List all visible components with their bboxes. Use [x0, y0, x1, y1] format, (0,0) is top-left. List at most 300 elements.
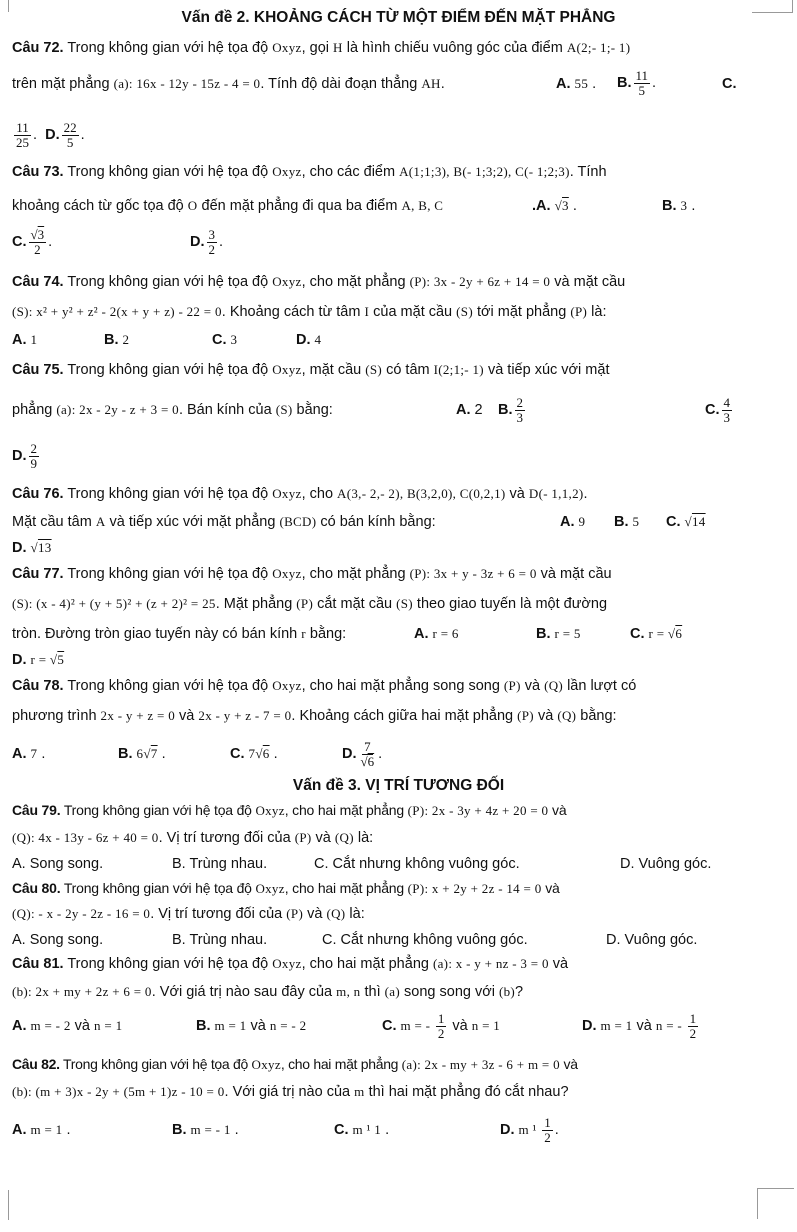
question-label: Câu 75.: [12, 362, 64, 378]
denominator: √6: [360, 753, 375, 769]
math: Oxyz: [272, 956, 302, 971]
option-value: √13: [30, 540, 52, 555]
option-label: C.: [722, 76, 737, 92]
question-80-line-2: [12, 904, 365, 924]
option-d[interactable]: [12, 650, 64, 670]
math: (P): 2x - 3y + 4z + 20 = 0: [407, 803, 549, 818]
text: , cho mặt phẳng: [301, 566, 410, 582]
fraction: [62, 121, 79, 150]
question-76-line-2: [12, 512, 436, 532]
question-label: Câu 81.: [12, 956, 64, 972]
question-77-line-1: [12, 564, 612, 584]
math: (P): [517, 708, 534, 723]
denominator: 9: [30, 455, 37, 471]
question-78-line-2: [12, 706, 617, 726]
option-b[interactable]: B. 6√7 .: [118, 746, 166, 762]
text: khoảng cách từ gốc tọa độ: [12, 198, 188, 214]
text: và: [533, 708, 558, 724]
text: lần lượt có: [563, 678, 637, 694]
question-label: Câu 72.: [12, 40, 64, 56]
option-label: B.: [104, 332, 119, 348]
option-d[interactable]: D. Vuông góc.: [606, 932, 698, 948]
math: n = 1: [94, 1018, 123, 1033]
math: (P): [294, 830, 312, 845]
option-d[interactable]: [12, 538, 52, 558]
option-label: C.: [630, 626, 645, 642]
radicand: 5: [57, 652, 65, 667]
option-c[interactable]: C. Cắt nhưng không vuông góc.: [314, 856, 520, 872]
math: r: [301, 626, 306, 641]
text: thì: [360, 984, 385, 1000]
text: có tâm: [382, 362, 434, 378]
text: . Tính độ dài đoạn thẳng: [260, 76, 422, 92]
math: (P): 3x + y - 3z + 6 = 0: [409, 566, 537, 581]
option-b[interactable]: [196, 1016, 306, 1036]
math: I(2;1;- 1): [433, 362, 484, 377]
text: theo giao tuyến là một đường: [412, 596, 608, 612]
option-c[interactable]: C. 7√6 .: [230, 746, 278, 762]
option-label: B.: [172, 1122, 187, 1138]
fraction: [14, 121, 31, 150]
text: Trong không gian với hệ tọa độ: [63, 274, 273, 290]
option-c-value[interactable]: $\frac{11}{25}$ . D. $\frac{22}{5}$ .: [16, 119, 85, 150]
question-label: Câu 82.: [12, 1056, 60, 1072]
numerator: √3: [30, 226, 45, 242]
math: Oxyz: [255, 803, 285, 818]
denominator: 3: [723, 409, 730, 425]
math: (P): [570, 304, 588, 319]
question-75-line-2: [12, 400, 333, 420]
math: (b): [498, 984, 516, 999]
math: 2x - y + z - 7 = 0: [198, 708, 292, 723]
math: (Q): 4x - 13y - 6z + 40 = 0: [12, 830, 159, 845]
option-b[interactable]: B. m = - 1 .: [172, 1122, 239, 1138]
math: n = 1: [471, 1018, 501, 1033]
numerator: 2: [516, 394, 523, 410]
text: và: [303, 906, 327, 922]
text: là:: [353, 830, 374, 846]
question-label: Câu 80.: [12, 880, 61, 896]
fraction: [722, 396, 733, 425]
text: . Mặt phẳng: [215, 596, 297, 612]
text: và: [632, 1018, 656, 1034]
option-value: m = - 1: [190, 1122, 231, 1137]
text: và tiếp xúc với mặt phẳng: [105, 514, 280, 530]
math: (Q): - x - 2y - 2z - 16 = 0: [12, 906, 151, 921]
numerator: 1: [544, 1114, 551, 1130]
radicand: 6: [675, 626, 683, 641]
math: A(1;1;3), B(- 1;3;2), C(- 1;2;3): [399, 164, 570, 179]
text: . Tính: [569, 164, 607, 180]
option-value: 5: [632, 514, 640, 529]
option-label: B.: [614, 514, 629, 530]
math: m ¹: [518, 1122, 541, 1137]
math: (b): 2x + my + 2z + 6 = 0: [12, 984, 152, 999]
option-d[interactable]: D. $\frac{3}{2}$ .: [190, 226, 224, 257]
question-81-line-1: [12, 954, 568, 974]
option-label: D.: [500, 1122, 515, 1138]
math: H: [333, 40, 343, 55]
text: thì hai mặt phẳng đó cắt nhau?: [364, 1084, 569, 1100]
option-c[interactable]: [382, 1006, 500, 1046]
text: phương trình: [12, 708, 101, 724]
text: , mặt cầu: [301, 362, 366, 378]
text: và: [520, 678, 545, 694]
option-c[interactable]: [666, 512, 706, 532]
text: đến mặt phẳng đi qua ba điểm: [197, 198, 402, 214]
math: Oxyz: [272, 486, 302, 501]
question-74-line-1: [12, 272, 625, 292]
math: AH: [421, 76, 441, 91]
math: (BCD): [279, 514, 317, 529]
radicand: 7: [150, 746, 158, 761]
option-value: m ¹ 1: [352, 1122, 382, 1137]
text: , cho hai mặt phẳng: [301, 956, 433, 972]
text: Trong không gian với hệ tọa độ: [59, 1056, 252, 1072]
math: Oxyz: [272, 274, 302, 289]
option-label: B.: [196, 1018, 211, 1034]
option-label: A.: [12, 746, 27, 762]
prefix: 7: [248, 746, 256, 761]
question-76-line-1: [12, 484, 588, 504]
option-c[interactable]: C. Cắt nhưng không vuông góc.: [322, 932, 528, 948]
option-label: A.: [12, 332, 27, 348]
option-d[interactable]: [296, 330, 321, 350]
math: A(3,- 2,- 2), B(3,2,0), C(0,2,1): [337, 486, 506, 501]
text: Trong không gian với hệ tọa độ: [63, 566, 273, 582]
fraction: [436, 1012, 447, 1041]
question-label: Câu 78.: [12, 678, 64, 694]
option-d[interactable]: D. $\frac{7}{√6}$ .: [342, 738, 383, 769]
math: (a): 2x - 2y - z + 3 = 0: [56, 402, 179, 417]
option-a[interactable]: A. Song song.: [12, 932, 104, 948]
text: là:: [587, 304, 607, 320]
question-label: Câu 74.: [12, 274, 64, 290]
corner-mark-bottom-left: [8, 1190, 15, 1220]
text: và: [246, 1018, 270, 1034]
fraction: [207, 228, 218, 257]
option-a[interactable]: [12, 330, 37, 350]
radicand: 13: [37, 540, 52, 555]
math: (P): x + 2y + 2z - 14 = 0: [407, 881, 542, 896]
question-77-line-3: [12, 624, 346, 644]
option-label: A.: [560, 514, 575, 530]
option-a[interactable]: A. Song song.: [12, 856, 104, 872]
text: .: [583, 486, 588, 502]
math: (P): [296, 596, 314, 611]
math: (Q): [334, 830, 354, 845]
math: (P): 3x - 2y + 6z + 14 = 0: [409, 274, 551, 289]
math: A: [95, 514, 106, 529]
text: Trong không gian với hệ tọa độ: [63, 486, 273, 502]
question-78-line-1: [12, 676, 636, 696]
math: (S): [396, 596, 413, 611]
option-d[interactable]: D. m ¹ $\frac{1}{2}$ .: [500, 1114, 559, 1145]
text: và tiếp xúc với mặt: [483, 362, 610, 378]
text: . Với giá trị nào của: [224, 1084, 355, 1100]
option-a[interactable]: [12, 1016, 122, 1036]
option-value: 3: [680, 198, 688, 213]
option-value: 2: [122, 332, 130, 347]
question-73-line-1: [12, 162, 607, 182]
text: tròn. Đường tròn giao tuyến này có bán kính: [12, 626, 302, 642]
option-b[interactable]: B. Trùng nhau.: [172, 932, 268, 948]
denominator: 2: [437, 1025, 445, 1041]
math: m = 1: [214, 1018, 247, 1033]
text: là hình chiếu vuông góc của điểm: [342, 40, 567, 56]
option-label: D.: [12, 540, 27, 556]
math: (Q): [557, 708, 577, 723]
option-value: m = 1: [30, 1122, 63, 1137]
math: (S): [456, 304, 473, 319]
math: A, B, C: [401, 198, 444, 213]
text: của mặt cầu: [369, 304, 457, 320]
question-label: Câu 73.: [12, 164, 64, 180]
math: (Q): [544, 678, 564, 693]
option-b[interactable]: [536, 624, 581, 644]
text: phẳng: [12, 402, 57, 418]
text: , cho hai mặt phẳng song song: [301, 678, 504, 694]
option-a[interactable]: [414, 624, 459, 644]
text: bằng:: [292, 402, 333, 418]
math: Oxyz: [272, 164, 302, 179]
section-heading: Vấn đề 3. VỊ TRÍ TƯƠNG ĐỐI: [292, 777, 505, 794]
text: và: [175, 708, 199, 724]
option-a[interactable]: A. 55 .: [556, 76, 597, 92]
option-value: r = 6: [432, 626, 459, 641]
option-a[interactable]: A. m = 1 .: [12, 1122, 71, 1138]
question-74-line-2: [12, 302, 606, 322]
question-79-line-2: [12, 828, 373, 848]
option-a[interactable]: A. 7 .: [12, 746, 46, 762]
option-label: B.: [498, 402, 513, 418]
option-label: C.: [705, 402, 720, 418]
text: Mặt cầu tâm: [12, 514, 96, 530]
numerator: 1: [437, 1010, 445, 1026]
radicand: 6: [367, 753, 375, 769]
option-label: B.: [617, 75, 632, 91]
option-value: 3: [230, 332, 238, 347]
question-80-line-1: [12, 878, 560, 899]
corner-mark-bottom-right: [757, 1188, 794, 1219]
question-77-line-2: [12, 594, 607, 614]
text: . Với giá trị nào sau đây của: [151, 984, 337, 1000]
text: . Bán kính của: [178, 402, 276, 418]
math: A(2;- 1;- 1): [566, 40, 631, 55]
option-c[interactable]: C. m ¹ 1 .: [334, 1122, 390, 1138]
fraction: [359, 740, 377, 769]
option-label: A.: [556, 76, 571, 92]
option-label: C.: [382, 1018, 397, 1034]
option-value: √14: [684, 514, 706, 529]
numerator: 2: [30, 440, 37, 456]
option-a[interactable]: [456, 400, 483, 420]
math: (S): [275, 402, 293, 417]
text: Trong không gian với hệ tọa độ: [60, 880, 256, 896]
text: và: [448, 1018, 472, 1034]
radicand: 14: [691, 514, 706, 529]
option-label: B.: [118, 746, 133, 762]
question-79-line-1: [12, 800, 566, 821]
option-label: D.: [190, 234, 205, 250]
denominator: 2: [544, 1129, 551, 1145]
option-c[interactable]: [722, 74, 737, 94]
math: (a): [384, 984, 400, 999]
option-d[interactable]: [12, 438, 41, 474]
math: Oxyz: [272, 362, 302, 377]
math: Oxyz: [255, 881, 285, 896]
question-82-line-2: [12, 1082, 569, 1102]
option-value: 9: [578, 514, 586, 529]
question-label: Câu 79.: [12, 802, 61, 818]
text: , cho mặt phẳng: [301, 274, 410, 290]
math: (a): 16x - 12y - 15z - 4 = 0: [113, 76, 261, 91]
option-value: √3: [554, 198, 569, 213]
option-d[interactable]: D. Vuông góc.: [620, 856, 712, 872]
option-label: D.: [296, 332, 311, 348]
text: Trong không gian với hệ tọa độ: [63, 40, 273, 56]
numerator: 22: [63, 119, 77, 135]
math: (P): [503, 678, 521, 693]
radicand: 3: [37, 226, 45, 242]
math: m = -: [400, 1018, 434, 1033]
fraction: [688, 1012, 699, 1041]
denominator: 5: [638, 82, 646, 98]
option-b[interactable]: [104, 330, 129, 350]
option-d[interactable]: [582, 1006, 700, 1046]
text: , cho hai mặt phẳng: [280, 1056, 402, 1072]
radicand: 3: [562, 198, 569, 213]
math: Oxyz: [251, 1057, 281, 1072]
text: , cho hai mặt phẳng: [284, 802, 408, 818]
option-label: D.: [12, 448, 27, 464]
math: (S): x² + y² + z² - 2(x + y + z) - 22 = 0: [12, 304, 222, 319]
option-b[interactable]: [614, 512, 639, 532]
numerator: 1: [689, 1010, 697, 1026]
text: , cho hai mặt phẳng: [284, 880, 408, 896]
text: Trong không gian với hệ tọa độ: [63, 362, 273, 378]
option-a[interactable]: .A. √3 .: [532, 198, 577, 214]
text: ?: [515, 984, 524, 1000]
text: và mặt cầu: [550, 274, 626, 290]
math: n = - 2: [269, 1018, 307, 1033]
option-value: 7√6: [248, 746, 270, 761]
text: trên mặt phẳng: [12, 76, 114, 92]
question-81-line-2: [12, 982, 523, 1002]
text: Trong không gian với hệ tọa độ: [63, 956, 273, 972]
numerator: 4: [723, 394, 730, 410]
text: .: [440, 76, 445, 92]
math: m = - 2: [30, 1018, 71, 1033]
text: và mặt cầu: [536, 566, 612, 582]
math: m = 1: [600, 1018, 633, 1033]
option-label: D.: [12, 652, 27, 668]
radicand: 6: [262, 746, 270, 761]
math: Oxyz: [272, 40, 302, 55]
option-value: 2: [474, 402, 483, 418]
text: Trong không gian với hệ tọa độ: [63, 678, 273, 694]
math: (P): [286, 906, 304, 921]
math: (S): (x - 4)² + (y + 5)² + (z + 2)² = 25: [12, 596, 216, 611]
fraction: [29, 228, 47, 257]
option-c[interactable]: C. $\frac{√3}{2}$ .: [12, 226, 53, 257]
denominator: 2: [208, 241, 215, 257]
text: . Khoảng cách giữa hai mặt phẳng: [291, 708, 518, 724]
prefix: r =: [30, 652, 50, 667]
math: Oxyz: [272, 678, 302, 693]
option-value: 6√7: [136, 746, 158, 761]
question-82-line-1: [12, 1054, 578, 1075]
text: và: [548, 956, 569, 972]
option-b[interactable]: [498, 392, 527, 428]
math: (S): [365, 362, 383, 377]
option-label: D.: [582, 1018, 597, 1034]
option-label: .A.: [532, 198, 551, 214]
option-c[interactable]: [212, 330, 237, 350]
numerator: 3: [208, 226, 215, 242]
math: (Q): [326, 906, 346, 921]
math: (b): (m + 3)x - 2y + (5m + 1)z - 10 = 0: [12, 1084, 225, 1099]
math: m: [354, 1084, 365, 1099]
denominator: 2: [689, 1025, 697, 1041]
text: và: [541, 880, 560, 896]
denominator: 5: [66, 134, 74, 150]
question-73-line-2: [12, 196, 443, 216]
denominator: 2: [34, 241, 41, 257]
fraction: [515, 396, 526, 425]
denominator: 25: [16, 134, 29, 150]
numerator: 11: [635, 67, 649, 83]
section-heading: Vấn đề 2. KHOẢNG CÁCH TỪ MỘT ĐIỂM ĐẾN MẶT PHẲNG: [181, 9, 616, 26]
text: song song với: [400, 984, 499, 1000]
text: Trong không gian với hệ tọa độ: [63, 164, 273, 180]
fraction: [29, 442, 40, 471]
option-value: r = √6: [648, 626, 683, 641]
text: , cho các điểm: [301, 164, 400, 180]
text: có bán kính bằng:: [316, 514, 436, 530]
text: bằng:: [305, 626, 347, 642]
option-label: C.: [212, 332, 227, 348]
denominator: 3: [516, 409, 523, 425]
option-label: C.: [12, 234, 27, 250]
option-label: B.: [662, 198, 677, 214]
option-b[interactable]: B. $\frac{11}{5}$ .: [617, 67, 657, 98]
option-a[interactable]: [560, 512, 585, 532]
text: cắt mặt cầu: [313, 596, 397, 612]
text: bằng:: [576, 708, 617, 724]
option-label: C.: [230, 746, 245, 762]
option-c[interactable]: [705, 392, 734, 428]
text: và: [70, 1018, 95, 1034]
numerator: 7: [364, 738, 371, 754]
option-c[interactable]: [630, 624, 682, 644]
fraction: [542, 1116, 553, 1145]
option-b[interactable]: B. 3 .: [662, 198, 696, 214]
fraction: [634, 69, 651, 98]
math: (a): 2x - my + 3z - 6 + m = 0: [401, 1057, 560, 1072]
option-value: 7: [30, 746, 38, 761]
option-b[interactable]: B. Trùng nhau.: [172, 856, 268, 872]
text: và: [505, 486, 529, 502]
math: D(- 1,1,2): [528, 486, 584, 501]
math: I: [364, 304, 370, 319]
option-label: A.: [456, 402, 471, 418]
math: O: [187, 198, 198, 213]
text: và: [548, 802, 567, 818]
option-value: 4: [314, 332, 322, 347]
option-label: C.: [334, 1122, 349, 1138]
text: là:: [345, 906, 365, 922]
